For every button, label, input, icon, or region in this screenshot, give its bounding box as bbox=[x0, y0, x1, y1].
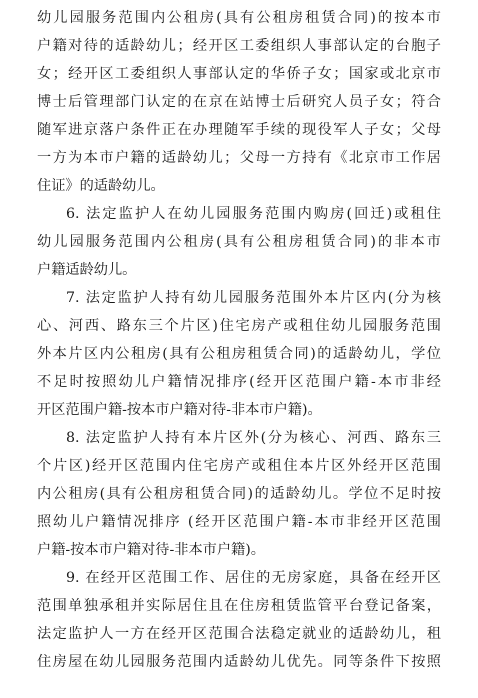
text-line: 女；经开区工委组织人事部认定的华侨子女；国家或北京市 bbox=[37, 66, 441, 82]
text-line: 范围单独承租并实际居住且在住房租赁监管平台登记备案， bbox=[37, 598, 441, 614]
text-line: 幼儿园服务范围内公租房(具有公租房租赁合同)的按本市 bbox=[37, 10, 441, 26]
text-line: 住证》的适龄幼儿。 bbox=[37, 178, 165, 194]
text-line: 法定监护人一方在经开区范围合法稳定就业的适龄幼儿，租 bbox=[37, 626, 441, 642]
text-line: 随军进京落户条件正在办理随军手续的现役军人子女；父母 bbox=[37, 122, 441, 138]
text-line: 照幼儿户籍情况排序 (经开区范围户籍-本市非经开区范围 bbox=[37, 514, 441, 530]
text-line: 个片区)经开区范围内住宅房产或租住本片区外经开区范围 bbox=[37, 458, 441, 474]
text-line: 幼儿园服务范围内公租房(具有公租房租赁合同)的非本市 bbox=[37, 234, 441, 250]
text-line: 博士后管理部门认定的在京在站博士后研究人员子女；符合 bbox=[37, 94, 441, 110]
text-line: 开区范围户籍-按本市户籍对待-非本市户籍)。 bbox=[37, 402, 322, 418]
text-line: 内公租房(具有公租房租赁合同)的适龄幼儿。学位不足时按 bbox=[37, 486, 441, 502]
paragraph-9-start: 9. 在经开区范围工作、居住的无房家庭，具备在经开区 bbox=[66, 570, 441, 586]
text-line: 心、河西、路东三个片区)住宅房产或租住幼儿园服务范围 bbox=[37, 318, 441, 334]
text-line: 户籍适龄幼儿。 bbox=[37, 262, 137, 278]
text-line: 户籍对待的适龄幼儿；经开区工委组织人事部认定的台胞子 bbox=[37, 38, 441, 54]
text-line: 户籍-按本市户籍对待-非本市户籍)。 bbox=[37, 542, 265, 558]
text-line: 一方为本市户籍的适龄幼儿；父母一方持有《北京市工作居 bbox=[37, 150, 441, 166]
paragraph-6-start: 6. 法定监护人在幼儿园服务范围内购房(回迁)或租住 bbox=[66, 206, 441, 222]
paragraph-8-start: 8. 法定监护人持有本片区外(分为核心、河西、路东三 bbox=[66, 430, 441, 446]
text-line: 外本片区内公租房(具有公租房租赁合同)的适龄幼儿，学位 bbox=[37, 346, 441, 362]
text-line: 住房屋在幼儿园服务范围内适龄幼儿优先。同等条件下按照 bbox=[37, 654, 441, 670]
paragraph-7-start: 7. 法定监护人持有幼儿园服务范围外本片区内(分为核 bbox=[66, 290, 441, 306]
text-line: 不足时按照幼儿户籍情况排序(经开区范围户籍-本市非经 bbox=[37, 374, 441, 390]
